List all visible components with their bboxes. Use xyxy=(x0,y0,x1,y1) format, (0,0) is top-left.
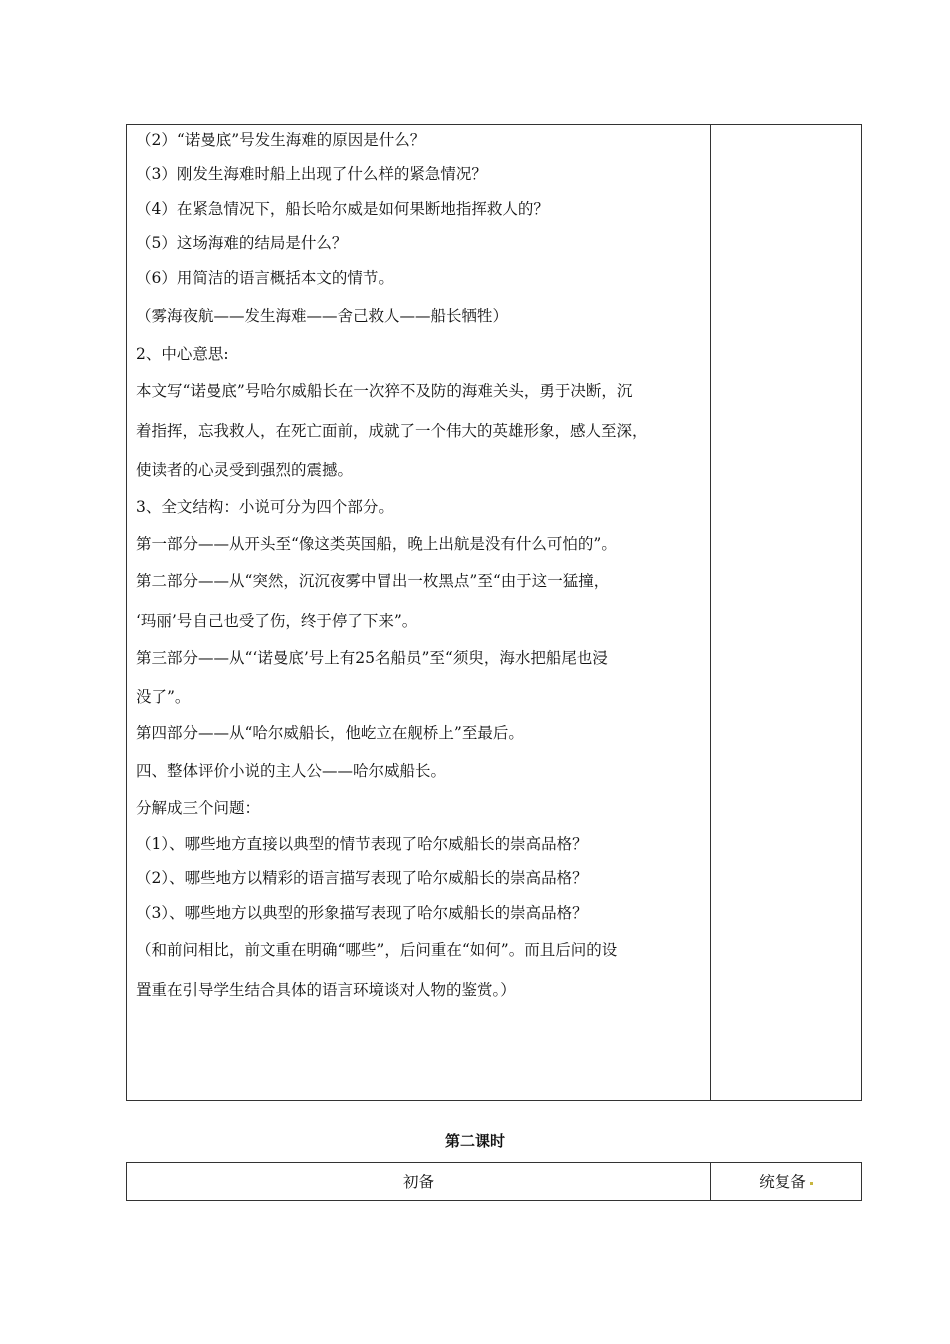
header-revision-label: 统复备 xyxy=(759,1173,806,1191)
section-title: 第二课时 xyxy=(444,1132,505,1150)
lesson-table xyxy=(126,124,862,1101)
text-line: 使读者的心灵受到强烈的震撼。 xyxy=(136,461,354,479)
text-line: 第四部分——从“哈尔威船长，他屹立在舰桥上”至最后。 xyxy=(136,724,524,742)
text-line: 2、中心意思: xyxy=(136,345,229,363)
text-line: 第三部分——从“‘诺曼底’号上有25名船员”至“须臾，海水把船尾也浸 xyxy=(136,649,608,667)
text-line: 置重在引导学生结合具体的语言环境谈对人物的鉴赏。） xyxy=(136,981,516,999)
text-line: （2）“诺曼底”号发生海难的原因是什么？ xyxy=(136,131,426,149)
text-line: （1）、哪些地方直接以典型的情节表现了哈尔威船长的崇高品格？ xyxy=(136,835,588,853)
text-line: 第一部分——从开头至“像这类英国船，晚上出航是没有什么可怕的”。 xyxy=(136,535,617,553)
lesson-table-2 xyxy=(126,1162,862,1201)
text-line: （4）在紧急情况下，船长哈尔威是如何果断地指挥救人的？ xyxy=(136,200,549,218)
text-line: ‘玛丽’号自己也受了伤，终于停了下来”。 xyxy=(136,612,418,630)
text-line: 本文写“诺曼底”号哈尔威船长在一次猝不及防的海难关头，勇于决断，沉 xyxy=(136,382,633,400)
text-line: （3）、哪些地方以典型的形象描写表现了哈尔威船长的崇高品格？ xyxy=(136,904,588,922)
text-line: 四、整体评价小说的主人公——哈尔威船长。 xyxy=(136,762,447,780)
header-initial-prep: 初备 xyxy=(402,1173,434,1191)
text-line: 着指挥，忘我救人，在死亡面前，成就了一个伟大的英雄形象，感人至深， xyxy=(136,422,648,440)
header-revision-prep xyxy=(711,1170,861,1192)
text-line: （6）用简洁的语言概括本文的情节。 xyxy=(136,269,394,287)
text-line: （雾海夜航——发生海难——舍己救人——船长牺牲） xyxy=(136,307,509,325)
dot-mark xyxy=(810,1182,813,1185)
text-line: 分解成三个问题： xyxy=(136,799,261,817)
column-divider xyxy=(710,125,711,1100)
text-line: （3）刚发生海难时船上出现了什么样的紧急情况？ xyxy=(136,165,487,183)
text-line: （5）这场海难的结局是什么？ xyxy=(136,234,348,252)
text-line: 第二部分——从“突然，沉沉夜雾中冒出一枚黑点”至“由于这一猛撞， xyxy=(136,572,610,590)
text-line: 没了”。 xyxy=(136,688,191,706)
text-line: 3、全文结构：小说可分为四个部分。 xyxy=(136,498,394,516)
text-line: （和前问相比，前文重在明确“哪些”，后问重在“如何”。而且后问的设 xyxy=(136,941,618,959)
text-line: （2）、哪些地方以精彩的语言描写表现了哈尔威船长的崇高品格？ xyxy=(136,869,588,887)
